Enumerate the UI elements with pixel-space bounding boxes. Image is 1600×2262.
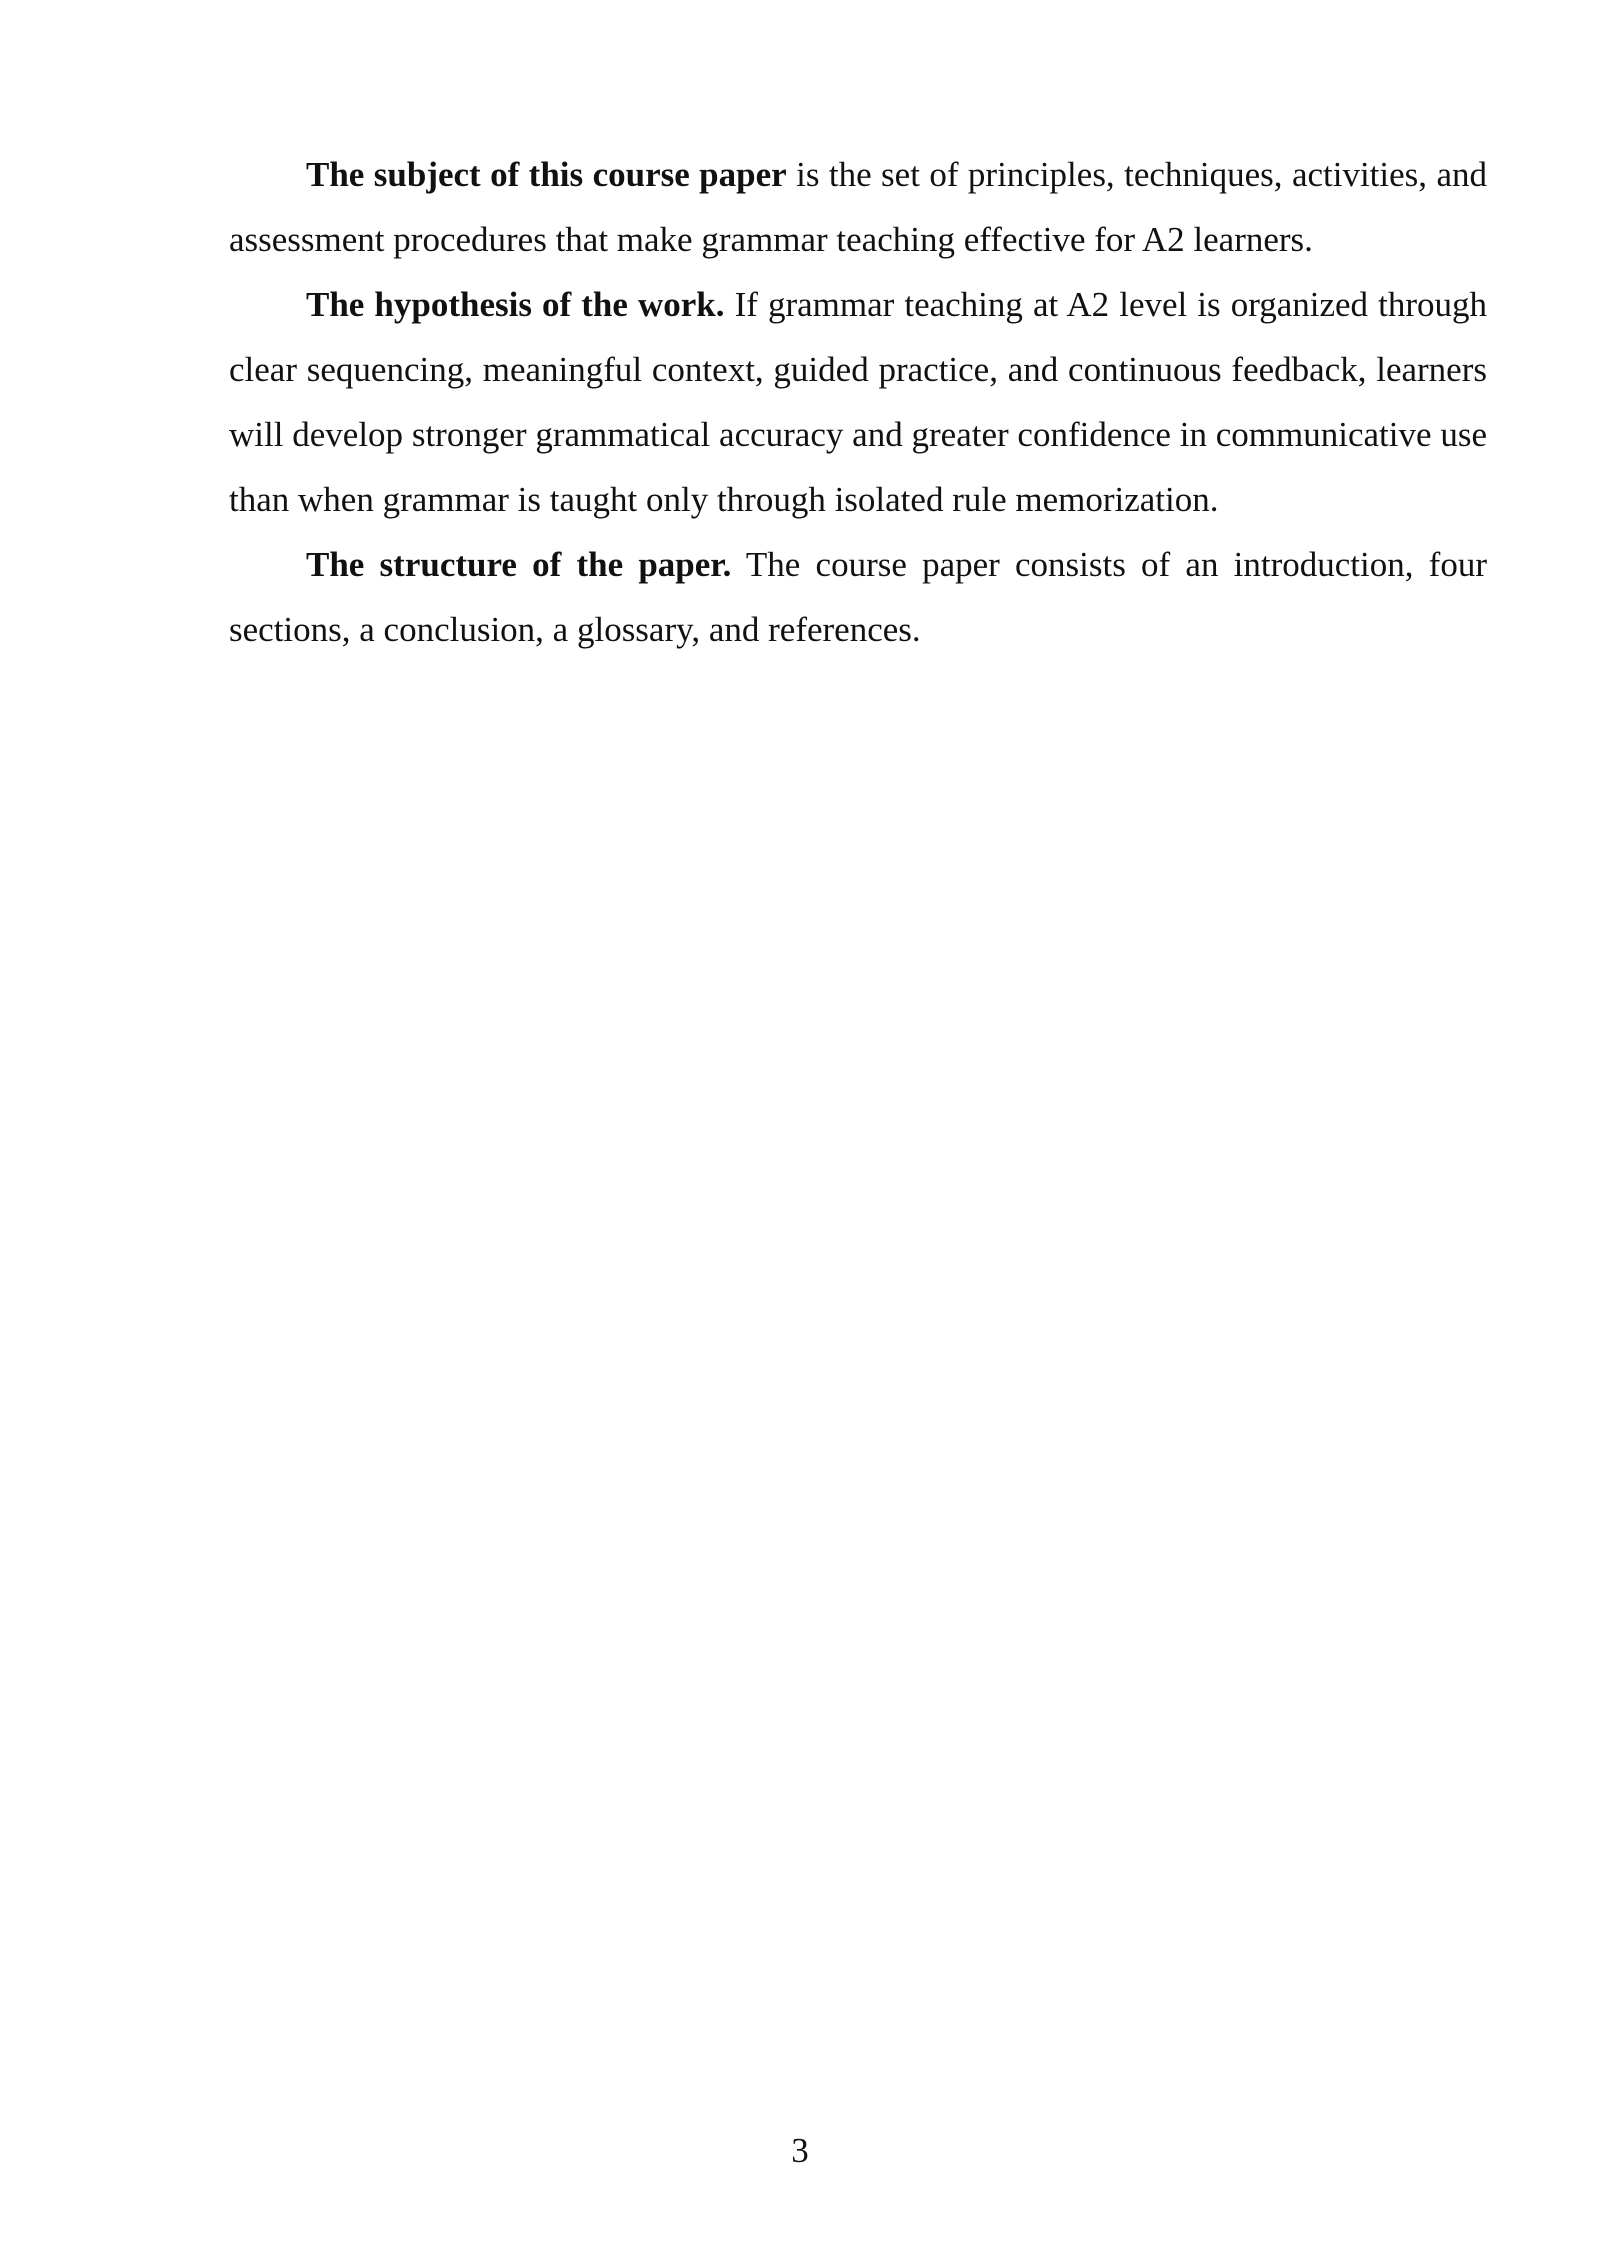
page-number: 3 [791,2131,809,2170]
paragraph-lead-structure: The structure of the paper. [306,545,732,584]
paragraph-hypothesis [229,272,1487,532]
paragraph-lead-subject: The subject of this course paper [306,155,787,194]
paragraph-subject [229,142,1487,272]
paragraph-text-subject: is the set of principles, techniques, activities, and assessment procedures that make grammar teaching effective for A2 learners. [229,155,1487,259]
paragraph-lead-hypothesis: The hypothesis of the work. [306,285,725,324]
paragraph-text-hypothesis: If grammar teaching at A2 level is organized through clear sequencing, meaningful context, guided practice, and continuous feedback, learners will develop stronger grammatical accuracy and greater confidence in communicative use than when grammar is taught only through isolated rule memorization. [229,285,1488,519]
paragraph-structure [229,532,1487,662]
body-text [229,142,1487,662]
paragraph-text-structure: The course paper consists of an introduction, four sections, a conclusion, a glossary, and references. [229,545,1487,649]
